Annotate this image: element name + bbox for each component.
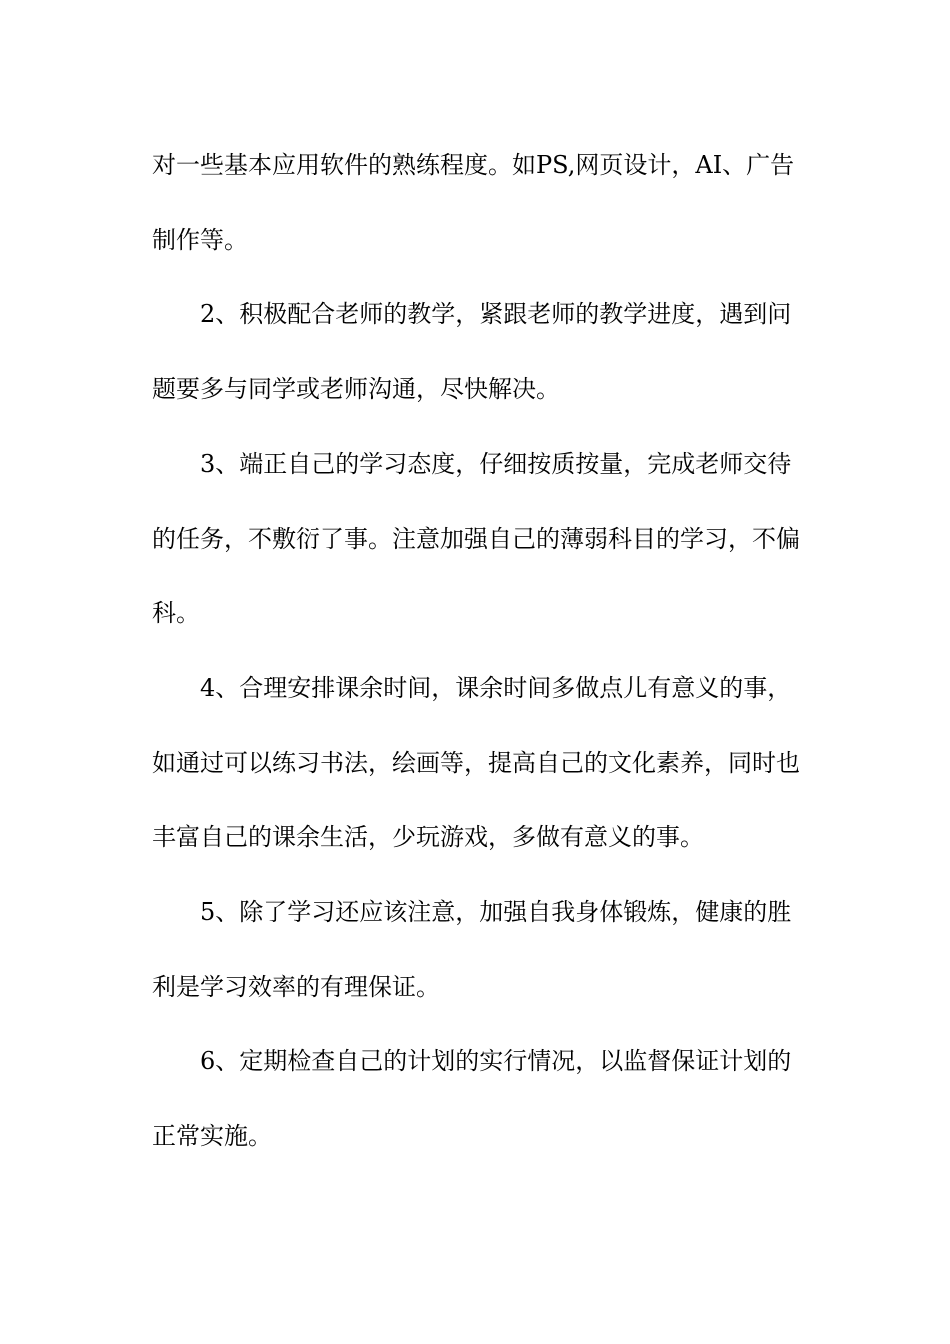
paragraph-item-4: 4、合理安排课余时间，课余时间多做点儿有意义的事，如通过可以练习书法，绘画等，提高自己的文化素养，同时也丰富自己的课余生活，少玩游戏，多做有意义的事。 bbox=[152, 673, 800, 852]
paragraph-item-3: 3、端正自己的学习态度，仔细按质按量，完成老师交待的任务，不敷衍了事。注意加强自己的薄弱科目的学习，不偏科。 bbox=[152, 449, 800, 628]
paragraph-item-6: 6、定期检查自己的计划的实行情况，以监督保证计划的正常实施。 bbox=[152, 1047, 792, 1151]
paragraph-item-2: 2、积极配合老师的教学，紧跟老师的教学进度，遇到问题要多与同学或老师沟通，尽快解决。 bbox=[152, 300, 792, 404]
paragraph-item-5: 5、除了学习还应该注意，加强自我身体锻炼，健康的胜利是学习效率的有理保证。 bbox=[152, 898, 792, 1001]
document-body bbox=[152, 128, 812, 1174]
paragraph-continuation: 对一些基本应用软件的熟练程度。如PS,网页设计，AI、广告制作等。 bbox=[152, 151, 795, 254]
